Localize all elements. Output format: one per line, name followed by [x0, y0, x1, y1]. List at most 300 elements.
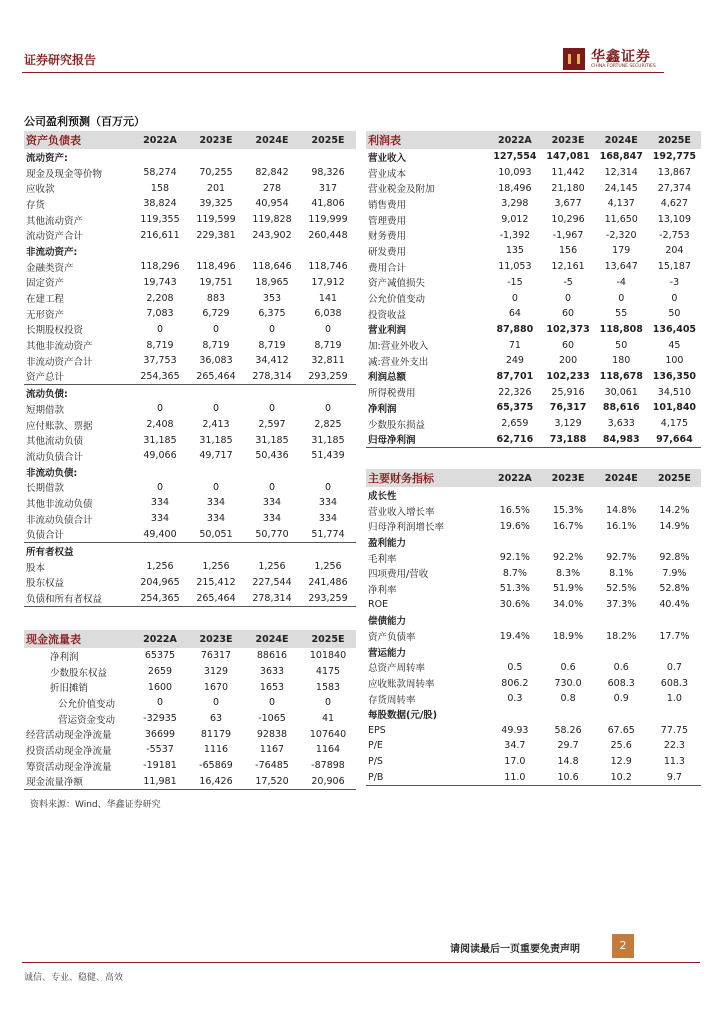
cell-value: 119,999 [308, 214, 348, 226]
cell-value [541, 644, 594, 660]
cell-value: -15 [507, 276, 523, 288]
cell-value [132, 243, 188, 259]
cell-value: 92.1% [499, 552, 530, 564]
table-row [366, 613, 701, 629]
cell-value: 0.9 [613, 693, 629, 705]
cell-value: 49,717 [199, 450, 233, 462]
cell-value: 0 [156, 403, 164, 415]
year-header: 2024E [244, 630, 300, 648]
cell-value: 608.3 [660, 677, 688, 689]
cell-value: 11,981 [132, 774, 188, 790]
table-row [24, 774, 356, 790]
cell-value: 141 [318, 292, 338, 304]
cell-value: 0 [268, 481, 276, 493]
cell-value: 16.5% [499, 505, 530, 517]
cell-value: -2,320 [605, 229, 637, 241]
table-row [366, 227, 701, 243]
row-label: 少数股东损益 [368, 419, 426, 431]
cell-value: 353 [262, 292, 282, 304]
table-row [24, 353, 356, 369]
cell-value [188, 543, 244, 559]
cell-value: 1600 [147, 681, 173, 693]
cell-value [300, 385, 356, 401]
cell-value: 229,381 [196, 229, 236, 241]
year-header: 2023E [188, 630, 244, 648]
cell-value [132, 464, 188, 480]
cell-value: 334 [318, 497, 338, 509]
cell-value: 10.2 [595, 769, 648, 785]
cell-value: 317 [318, 182, 338, 194]
row-label: 应收账款周转率 [368, 679, 435, 691]
cell-value [488, 613, 541, 629]
header-divider [22, 72, 664, 73]
disclaimer-link[interactable]: 请阅读最后一页重要免责声明 [450, 944, 580, 955]
cell-value: 49,066 [143, 450, 177, 462]
cell-value: 102,233 [546, 370, 590, 382]
table-row [24, 664, 356, 680]
cell-value: 0 [324, 323, 332, 335]
footer-motto: 诚信、专业、稳健、高效 [24, 973, 124, 983]
table-row [366, 212, 701, 228]
cell-value: 3,677 [554, 198, 582, 210]
table-row [366, 400, 701, 416]
cell-value: 0 [212, 481, 220, 493]
cell-value: 29.7 [557, 740, 579, 752]
cell-value: 30.6% [499, 599, 530, 611]
cell-value: 2,408 [146, 419, 174, 431]
table-row [24, 385, 356, 401]
table-row [366, 675, 701, 691]
table-row [366, 628, 701, 644]
cell-value: 227,544 [252, 576, 292, 588]
income-statement-table [366, 131, 701, 448]
cell-value: 806.2 [501, 677, 529, 689]
row-label: 其他流动负债 [26, 436, 84, 448]
row-label: 营业收入 [368, 152, 407, 164]
cell-value: 334 [150, 513, 170, 525]
cell-value: 179 [612, 245, 631, 257]
row-label: 公允价值变动 [368, 294, 426, 306]
cell-value: 98,326 [311, 167, 345, 179]
row-label: 净利率 [368, 584, 397, 596]
table-row [24, 511, 356, 527]
row-label: 金融类资产 [26, 262, 74, 274]
cell-value: 97,664 [648, 431, 701, 447]
cell-value: 16,426 [188, 774, 244, 790]
cell-value: 136,405 [652, 323, 697, 335]
cell-value [595, 707, 648, 723]
row-label: 应收款 [26, 184, 55, 196]
cell-value: 50 [615, 339, 628, 351]
cell-value: 334 [262, 513, 282, 525]
table-row [366, 565, 701, 581]
cell-value: 8,719 [314, 339, 342, 351]
cell-value: 19.6% [499, 520, 530, 532]
table-row [366, 503, 701, 519]
row-label: 总资产周转率 [368, 663, 426, 675]
cell-value [132, 543, 188, 559]
cell-value [188, 464, 244, 480]
cell-value: 1670 [203, 681, 229, 693]
cell-value: 334 [318, 513, 338, 525]
table-title: 主要财务指标 [366, 469, 488, 487]
cell-value: 0 [212, 323, 220, 335]
table-row [24, 165, 356, 181]
row-label: 经营活动现金净流量 [26, 730, 112, 742]
row-label: 盈利能力 [368, 537, 407, 549]
cell-value: 0 [212, 697, 220, 709]
row-label: 减:营业外支出 [368, 356, 429, 368]
row-label: 负债和所有者权益 [24, 590, 132, 606]
cell-value [244, 543, 300, 559]
row-label: 资产负债率 [368, 632, 416, 644]
row-label: 其他非流动负债 [26, 498, 93, 510]
cell-value: 13,109 [657, 214, 692, 226]
cell-value: 118,496 [196, 261, 236, 273]
table-row [366, 322, 701, 338]
cell-value: 265,464 [196, 370, 236, 382]
row-label: 少数股东权益 [50, 667, 108, 679]
table-row [24, 479, 356, 495]
cell-value: 278,314 [252, 370, 292, 382]
cell-value: 37,753 [143, 355, 177, 367]
table-row [366, 149, 701, 165]
year-header: 2022A [132, 131, 188, 149]
table-title: 利润表 [366, 131, 488, 149]
cell-value: 118,678 [599, 370, 643, 382]
cell-value: 118,646 [252, 261, 292, 273]
cell-value: 204 [665, 245, 684, 257]
row-label: 归母净利润 [366, 431, 488, 447]
cell-value: 50,770 [255, 528, 289, 540]
year-header: 2025E [300, 630, 356, 648]
cell-value: -1,967 [552, 229, 584, 241]
cell-value: 55 [615, 308, 628, 320]
cell-value: 88,616 [602, 402, 640, 414]
row-label: EPS [368, 724, 386, 736]
cell-value: 51.9% [552, 583, 584, 595]
cell-value: 19,743 [143, 276, 177, 288]
cell-value: 8,719 [258, 339, 286, 351]
cell-value: -2,753 [659, 229, 690, 241]
row-label: 营业税金及附加 [368, 184, 435, 196]
cell-value: 0.8 [560, 693, 576, 705]
table-row [24, 196, 356, 212]
row-label: 利润总额 [368, 372, 407, 384]
cell-value: 71 [508, 339, 521, 351]
cell-value: 34.7 [504, 740, 526, 752]
cell-value: 3633 [259, 666, 285, 678]
table-title: 资产负债表 [24, 131, 132, 149]
row-label: 资产减值损失 [368, 278, 426, 290]
table-header-row [24, 630, 356, 648]
table-row [366, 738, 701, 754]
row-label: 负债合计 [26, 530, 65, 542]
cell-value: 51,439 [311, 450, 345, 462]
cell-value: 87,701 [496, 370, 534, 382]
cell-value: 51.3% [499, 583, 530, 595]
cell-value: 52.5% [606, 583, 637, 595]
cell-value: 40,954 [255, 198, 289, 210]
table-row [24, 417, 356, 433]
cell-value: 215,412 [196, 576, 236, 588]
table-row [366, 290, 701, 306]
cell-value: 204,965 [140, 576, 180, 588]
cell-value [488, 707, 541, 723]
cell-value: 8,719 [146, 339, 174, 351]
table-row [366, 691, 701, 707]
table-row [366, 769, 701, 785]
row-label: 非流动负债合计 [26, 514, 93, 526]
cell-value [648, 534, 701, 550]
row-label: 投资收益 [368, 309, 407, 321]
row-label: 销售费用 [368, 199, 407, 211]
table-row [24, 648, 356, 664]
cell-value: 2,597 [258, 419, 286, 431]
cell-value: -5 [563, 276, 573, 288]
cell-value: 92.2% [552, 552, 584, 564]
cell-value: 24,145 [604, 182, 638, 194]
cell-value: 34,412 [255, 355, 289, 367]
cell-value: 119,599 [196, 214, 236, 226]
cell-value: 64 [508, 308, 521, 320]
cell-value: 1167 [259, 744, 285, 756]
section-subtitle: 公司盈利预测（百万元） [24, 115, 145, 128]
cell-value: 11,442 [551, 167, 585, 179]
table-row [366, 243, 701, 259]
cell-value: 1164 [315, 744, 341, 756]
cell-value: 278 [262, 182, 282, 194]
cell-value: 608.3 [607, 677, 635, 689]
cell-value: 16.1% [606, 520, 637, 532]
cell-value: 0 [268, 697, 276, 709]
cell-value: 34,510 [657, 386, 692, 398]
cell-value: 31,185 [143, 434, 177, 446]
data-source: 资料来源：Wind、华鑫证券研究 [30, 800, 161, 810]
table-row [24, 543, 356, 559]
row-label: 研发费用 [368, 246, 407, 258]
cell-value: 39,325 [199, 198, 233, 210]
cell-value: 70,255 [199, 167, 233, 179]
cell-value: 334 [206, 497, 226, 509]
cell-value: 168,847 [599, 151, 643, 163]
cell-value [300, 543, 356, 559]
cell-value: 50 [668, 308, 681, 320]
cell-value: 7,083 [146, 308, 174, 320]
cell-value: 293,259 [308, 370, 348, 382]
cell-value: 100 [665, 355, 684, 367]
cell-value: 10,093 [498, 167, 532, 179]
table-row [366, 259, 701, 275]
row-label: 应付账款、票据 [26, 420, 93, 432]
table-row [24, 337, 356, 353]
table-row [24, 275, 356, 291]
cell-value: 67.65 [607, 724, 635, 736]
cell-value [595, 644, 648, 660]
table-row [24, 227, 356, 243]
table-row [24, 290, 356, 306]
cell-value: 334 [262, 497, 282, 509]
logo-subtext: CHINA FORTUNE SECURITIES [591, 64, 656, 69]
cell-value: 27,374 [657, 182, 692, 194]
year-header: 2024E [595, 131, 648, 149]
financial-ratios-table [366, 469, 701, 786]
cell-value: 17.7% [659, 630, 690, 642]
year-header: 2024E [244, 131, 300, 149]
cell-value: 1,256 [258, 561, 286, 573]
cell-value: 3129 [203, 666, 229, 678]
cell-value [488, 487, 541, 503]
row-label: 费用合计 [368, 262, 407, 274]
cell-value: 216,611 [140, 229, 180, 241]
cell-value [188, 385, 244, 401]
cell-value [648, 613, 701, 629]
cell-value: 17.0 [504, 756, 526, 768]
row-label: 管理费用 [368, 215, 407, 227]
row-label: 营业收入增长率 [368, 506, 435, 518]
year-header: 2025E [648, 131, 701, 149]
cell-value: 127,554 [493, 151, 537, 163]
table-row [366, 353, 701, 369]
cell-value: 76,317 [549, 402, 587, 414]
table-row [24, 742, 356, 758]
cell-value: 36699 [144, 728, 176, 740]
cell-value: 1116 [203, 744, 229, 756]
cell-value: 81179 [200, 728, 232, 740]
cell-value: 17,520 [244, 774, 300, 790]
table-row [24, 212, 356, 228]
logo-text: 华鑫证券 [591, 49, 651, 65]
table-row [366, 518, 701, 534]
cell-value: 0.5 [507, 661, 523, 673]
table-row [366, 660, 701, 676]
cell-value: -19181 [143, 760, 177, 772]
table-row [366, 337, 701, 353]
cell-value: 1,256 [314, 561, 342, 573]
cell-value: -76485 [255, 760, 289, 772]
table-row [24, 369, 356, 385]
cell-value: 241,486 [308, 576, 348, 588]
row-label: 非流动资产: [26, 246, 78, 258]
table-header-row [366, 131, 701, 149]
cell-value: 73,188 [541, 431, 594, 447]
cell-value: 88616 [256, 650, 288, 662]
year-header: 2024E [595, 469, 648, 487]
cell-value: 136,350 [652, 370, 697, 382]
cell-value: 180 [612, 355, 631, 367]
cell-value: 293,259 [300, 590, 356, 606]
cell-value [132, 149, 188, 165]
cell-value [595, 487, 648, 503]
cell-value [541, 613, 594, 629]
balance-sheet-table [24, 131, 356, 607]
cell-value: 12,314 [604, 167, 638, 179]
cell-value: 49.93 [501, 724, 529, 736]
year-header: 2023E [188, 131, 244, 149]
table-row [366, 644, 701, 660]
row-label: 非流动负债: [26, 467, 78, 479]
row-label: 其他流动资产 [26, 215, 84, 227]
cell-value: 34.0% [552, 599, 584, 611]
cell-value: 102,373 [546, 323, 590, 335]
table-row [24, 180, 356, 196]
row-label: ROE [368, 599, 389, 611]
row-label: 存货 [26, 199, 46, 211]
cell-value: 41 [321, 713, 335, 725]
row-label: P/S [368, 756, 383, 768]
cell-value: 730.0 [554, 677, 582, 689]
cell-value: 41,806 [311, 198, 345, 210]
cell-value [541, 534, 594, 550]
cell-value: 7.9% [662, 567, 687, 579]
cell-value: 119,355 [140, 214, 180, 226]
cell-value: 158 [150, 182, 170, 194]
row-label: 加:营业外收入 [368, 341, 429, 353]
cell-value: 82,842 [255, 167, 289, 179]
cell-value: 8.3% [555, 567, 581, 579]
table-row [24, 259, 356, 275]
cell-value: 119,828 [252, 214, 292, 226]
logo [563, 46, 683, 72]
year-header: 2023E [541, 469, 594, 487]
cell-value: 6,375 [258, 308, 286, 320]
table-row [366, 487, 701, 503]
row-label: 股东权益 [26, 578, 65, 590]
row-label: 流动资产: [26, 152, 68, 164]
cell-value: 0 [324, 403, 332, 415]
year-header: 2023E [541, 131, 594, 149]
cell-value [188, 243, 244, 259]
table-row [366, 416, 701, 432]
cell-value: 0.3 [507, 693, 523, 705]
row-label: 存货周转率 [368, 694, 416, 706]
cell-value: 1653 [259, 681, 285, 693]
cell-value: 8,719 [202, 339, 230, 351]
row-label: 营运资金变动 [58, 714, 116, 726]
cell-value: 4,627 [660, 198, 688, 210]
cell-value: -65869 [199, 760, 233, 772]
table-row [366, 597, 701, 613]
cell-value: -5537 [146, 744, 174, 756]
row-label: 流动资产合计 [26, 231, 84, 243]
cell-value: 11,053 [498, 261, 532, 273]
cell-value: 107640 [309, 728, 347, 740]
cell-value: 65375 [144, 650, 176, 662]
cell-value: 22.3 [663, 740, 685, 752]
page-number: 2 [612, 934, 634, 958]
table-row [24, 726, 356, 742]
cell-value: 15.3% [552, 505, 584, 517]
cell-value: 334 [150, 497, 170, 509]
table-row [366, 196, 701, 212]
cell-value: 11.3 [663, 756, 685, 768]
cell-value: 19.4% [499, 630, 530, 642]
cell-value: 278,314 [244, 590, 300, 606]
cell-value: 0 [212, 403, 220, 415]
cell-value: 77.75 [660, 724, 688, 736]
cell-value: 50,436 [255, 450, 289, 462]
cell-value: 118,296 [140, 261, 180, 273]
year-header: 2025E [300, 131, 356, 149]
row-label: 筹资活动现金净流量 [26, 761, 112, 773]
table-row [24, 464, 356, 480]
table-row [24, 495, 356, 511]
row-label: 营运能力 [368, 647, 407, 659]
table-row [366, 534, 701, 550]
table-row [366, 369, 701, 385]
table-row [24, 559, 356, 575]
cell-value: 92.7% [606, 552, 637, 564]
